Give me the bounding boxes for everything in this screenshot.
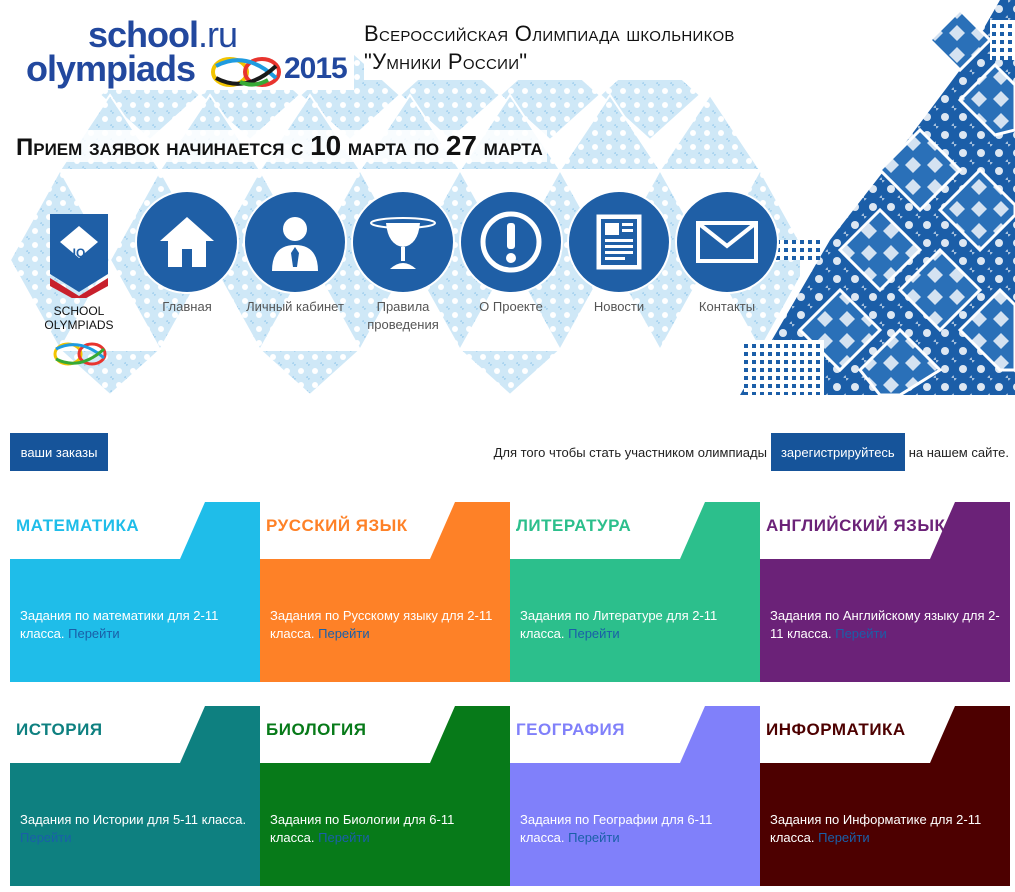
register-text-before: Для того чтобы стать участником олимпиады	[493, 444, 767, 460]
subject-go-link[interactable]: Перейти	[20, 830, 72, 845]
subject-title[interactable]: ИСТОРИЯ	[16, 720, 103, 739]
nav-account[interactable]	[243, 190, 347, 316]
iq-badge	[44, 212, 114, 382]
headline-line-2: "Умники России"	[364, 49, 528, 74]
subject-description: Задания по Русскому языку для 2-11 класса.	[270, 608, 493, 641]
subject-description: Задания по Английскому языку для 2-11 класса.	[770, 608, 1000, 641]
nav-about-label: О Проекте	[479, 299, 543, 314]
subject-body	[10, 763, 260, 886]
header-banner	[0, 0, 1015, 400]
subject-card[interactable]	[760, 502, 1010, 682]
headline-line-1: Всероссийская Олимпиада школьников	[364, 21, 735, 46]
infinity-rings-icon	[210, 52, 282, 92]
subject-body	[510, 559, 760, 682]
nav-home-label: Главная	[162, 299, 212, 314]
register-text-after: на нашем сайте.	[908, 444, 1009, 460]
subject-description: Задания по Биологии для 6-11 класса.	[270, 812, 455, 845]
subject-card[interactable]	[760, 706, 1010, 886]
nav-rules-label: Правила проведения	[367, 299, 439, 332]
your-orders-button[interactable]: ваши заказы	[10, 433, 108, 471]
register-button[interactable]: зарегистрируйтесь	[771, 433, 905, 471]
subject-title[interactable]: ЛИТЕРАТУРА	[516, 516, 632, 535]
badge-rings-icon	[52, 338, 108, 370]
subject-card[interactable]	[260, 502, 510, 682]
subject-description: Задания по Литературе для 2-11 класса.	[520, 608, 718, 641]
subject-body	[510, 763, 760, 886]
subject-go-link[interactable]: Перейти	[835, 626, 887, 641]
nav-news[interactable]	[567, 190, 671, 316]
badge-line-1: SCHOOL	[53, 304, 105, 318]
subject-go-link[interactable]: Перейти	[318, 626, 370, 641]
subject-body	[10, 559, 260, 682]
subject-card[interactable]	[10, 502, 260, 682]
subject-title[interactable]: БИОЛОГИЯ	[266, 720, 367, 739]
nav-contacts-label: Контакты	[698, 299, 756, 314]
page-headline	[364, 18, 741, 80]
badge-iq: IQ	[72, 246, 86, 260]
dates-end: 27	[445, 130, 477, 161]
nav-news-label: Новости	[593, 299, 645, 314]
subject-card[interactable]	[510, 706, 760, 886]
subject-go-link[interactable]: Перейти	[568, 626, 620, 641]
user-icon	[243, 190, 347, 294]
dates-month2: марта	[483, 134, 543, 161]
nav-home[interactable]	[135, 190, 239, 316]
site-logo[interactable]	[24, 10, 354, 90]
subject-description: Задания по математики для 2-11 класса.	[20, 608, 219, 641]
subject-title[interactable]: ГЕОГРАФИЯ	[516, 720, 625, 739]
subject-title[interactable]: МАТЕМАТИКА	[16, 516, 140, 535]
dates-start: 10	[310, 130, 342, 161]
subject-body	[260, 559, 510, 682]
subject-title[interactable]: РУССКИЙ ЯЗЫК	[266, 516, 408, 535]
dates-prefix: Прием заявок начинается с	[16, 134, 304, 161]
newspaper-icon	[567, 190, 671, 294]
application-dates	[12, 130, 547, 162]
subject-go-link[interactable]: Перейти	[68, 626, 120, 641]
logo-line-2: olympiads 2015	[26, 48, 347, 89]
register-prompt	[494, 433, 1009, 471]
subject-title[interactable]: ИНФОРМАТИКА	[766, 720, 906, 739]
subject-title[interactable]: АНГЛИЙСКИЙ ЯЗЫК	[766, 516, 946, 535]
nav-contacts[interactable]	[675, 190, 779, 316]
nav-account-label: Личный кабинет	[246, 299, 344, 314]
subject-description: Задания по Географии для 6-11 класса.	[520, 812, 713, 845]
dates-month1: марта по	[347, 134, 440, 161]
cup-icon	[351, 190, 455, 294]
subject-description: Задания по Информатике для 2-11 класса.	[770, 812, 982, 845]
nav-about[interactable]	[459, 190, 563, 316]
subject-card[interactable]	[10, 706, 260, 886]
subject-body	[760, 763, 1010, 886]
subject-description: Задания по Истории для 5-11 класса.	[20, 812, 247, 827]
logo-line-1: school.ru	[88, 14, 238, 55]
subject-card[interactable]	[510, 502, 760, 682]
envelope-icon	[675, 190, 779, 294]
info-icon	[459, 190, 563, 294]
subject-body	[260, 763, 510, 886]
home-icon	[135, 190, 239, 294]
badge-line-2: OLYMPIADS	[44, 318, 114, 332]
subject-go-link[interactable]: Перейти	[318, 830, 370, 845]
subject-card[interactable]	[260, 706, 510, 886]
subject-go-link[interactable]: Перейти	[818, 830, 870, 845]
subject-go-link[interactable]: Перейти	[568, 830, 620, 845]
subject-body	[760, 559, 1010, 682]
nav-rules[interactable]	[351, 190, 455, 334]
